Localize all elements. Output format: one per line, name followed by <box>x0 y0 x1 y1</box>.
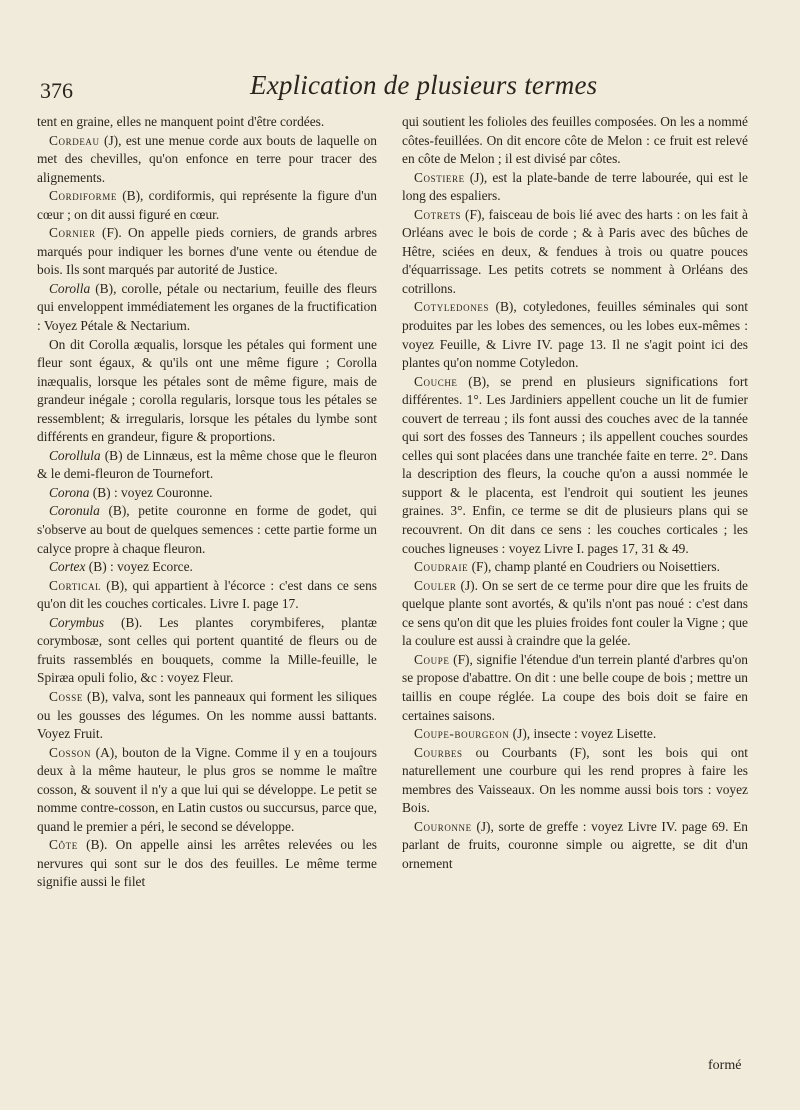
right-column <box>402 113 748 873</box>
entry-text: (F), signifie l'étendue d'un terrein planté d'arbres qu'on se propose d'abattre. On dit : une belle coupe de bois ; mettre un taillis en coupe réglée. La coupe des bois doit se faire en certaines saisons. <box>402 651 748 723</box>
entry-term: Couche <box>414 373 458 389</box>
catchword: formé <box>708 1058 742 1073</box>
entry-term: Côte <box>49 837 78 853</box>
entry-term: Cortical <box>49 577 102 593</box>
page-header <box>40 60 760 103</box>
entry-text: (J), est la plate-bande de terre labourée, qui est le long des espaliers. <box>402 169 748 204</box>
entry-text: (F), champ planté en Coudriers ou Noisettiers. <box>468 559 720 575</box>
glossary-entry <box>37 113 377 132</box>
glossary-entry <box>402 206 748 299</box>
glossary-entry <box>402 373 748 558</box>
entry-text: (J), insecte : voyez Lisette. <box>509 726 657 742</box>
glossary-entry <box>37 336 377 447</box>
entry-text: qui soutient les folioles des feuilles composées. On les a nommé côtes-feuillées. On dit encore côte de Melon : ce fruit est relevé en côte de Melon ; il est divisé par côtes. <box>402 114 748 167</box>
entry-text: (J), sorte de greffe : voyez Livre IV. page 69. En parlant de fruits, couronne simple ou aigrette, se dit d'un ornement <box>402 818 748 871</box>
page-number: 376 <box>40 78 73 103</box>
glossary-entry <box>402 113 748 169</box>
glossary-entry <box>37 744 377 837</box>
entry-text: (B) : voyez Couronne. <box>89 484 213 500</box>
entry-term: Couler <box>414 577 457 593</box>
entry-text: (J). On se sert de ce terme pour dire que les fruits de quelque plante sont avortés, & qu'ils n'ont pas noué : c'est dans ce sens qu'on dit que les pluies froides font couler la Vigne ; que la coulure est aussi à craindre que la gelée. <box>402 577 748 649</box>
glossary-entry <box>402 818 748 874</box>
glossary-entry <box>402 298 748 372</box>
entry-term: Cosson <box>49 744 92 760</box>
entry-text: (B), cordiformis, qui représente la figure d'un cœur ; on dit aussi figuré en cœur. <box>37 188 377 222</box>
entry-term: Coronula <box>49 503 100 519</box>
entry-term: Cotrets <box>414 206 462 222</box>
glossary-entry <box>402 558 748 577</box>
entry-term: Cornier <box>49 225 96 241</box>
glossary-entry <box>37 577 377 614</box>
entry-term: Cosse <box>49 688 83 704</box>
entry-text: (B), cotyledones, feuilles séminales qui sont produites par les lobes des semences, ou les lobes eux-mêmes : voyez Feuille, & Livre IV. page 13. Il ne s'agit point ici des plantes qu'on nomme Cotyledon. <box>402 299 748 371</box>
entry-term: Corolla <box>49 280 91 296</box>
glossary-entry <box>37 224 377 280</box>
glossary-entry <box>37 614 377 688</box>
entry-term: Couronne <box>414 818 472 834</box>
entry-text: (B), qui appartient à l'écorce : c'est dans ce sens qu'on dit les couches corticales. Livre I. page 17. <box>37 577 377 612</box>
glossary-entry <box>402 725 748 744</box>
entry-term: Corymbus <box>49 614 105 630</box>
entry-text: (A), bouton de la Vigne. Comme il y en a toujours deux à la même hauteur, le plus gros se nomme le maître cosson, & souvent il n'y a que lui qui se développe. Le petit se nomme contre-cosson, en Latin custos ou succursus, parce que, quand le premier a péri, le second se développe. <box>37 744 377 834</box>
entry-text: tent en graine, elles ne manquent point d'être cordées. <box>37 114 325 129</box>
entry-term: Corollula <box>49 447 101 463</box>
glossary-entry <box>37 502 377 558</box>
entry-text: (J), est une menue corde aux bouts de laquelle on met des chevilles, qu'on enfonce en terre pour tracer des alignements. <box>37 132 377 185</box>
entry-term: Corona <box>49 484 90 500</box>
glossary-entry <box>402 744 748 818</box>
entry-text: (B), corolle, pétale ou nectarium, feuille des fleurs qui enveloppent immédiatement les organes de la fructification : Voyez Pétale & Nectarium. <box>37 280 377 334</box>
entry-term: Cordiforme <box>49 188 117 204</box>
running-head: Explication de plusieurs termes <box>250 70 598 100</box>
glossary-entry <box>37 484 377 503</box>
entry-term: Coudraie <box>414 559 469 575</box>
glossary-entry <box>37 187 377 224</box>
entry-text: (B), petite couronne en forme de godet, qui s'observe au bout de quelques semences : cette partie forme un calyce propre à chaque fleuron. <box>37 503 377 556</box>
entry-text: (B), valva, sont les panneaux qui forment les siliques ou les gousses des légumes. On les nomme aussi battants. Voyez Fruit. <box>37 688 377 742</box>
entry-term: Coupe-bourgeon <box>414 726 510 742</box>
entry-text: (B). On appelle ainsi les arrêtes relevées ou les nervures qui sont sur le dos des feuilles. Le même terme signifie aussi le filet <box>37 837 377 890</box>
entry-term: Cordeau <box>49 132 100 148</box>
entry-term: Costiere <box>414 169 465 185</box>
left-column <box>37 113 377 892</box>
glossary-entry <box>37 558 377 577</box>
entry-text: (B) : voyez Ecorce. <box>85 559 193 575</box>
glossary-entry <box>37 688 377 744</box>
entry-term: Cortex <box>49 559 86 575</box>
glossary-entry <box>37 447 377 484</box>
glossary-entry <box>37 836 377 892</box>
glossary-entry <box>402 577 748 651</box>
entry-text: ou Courbants (F), sont les bois qui ont naturellement une courbure qui les rend propres à faire les membres des Vaisseaux. On les nomme aussi bois tors : voyez Bois. <box>402 744 748 816</box>
glossary-entry <box>402 651 748 725</box>
entry-term: Cotyledones <box>414 299 490 315</box>
glossary-entry <box>37 132 377 188</box>
glossary-entry <box>402 169 748 206</box>
entry-term: Coupe <box>414 651 450 667</box>
entry-text: (F). On appelle pieds corniers, de grands arbres marqués pour indiquer les bornes d'une vente ou étendue de bois. Ils sont marqués par autorité de Justice. <box>37 225 377 278</box>
entry-term: Courbes <box>414 744 463 760</box>
glossary-entry <box>37 280 377 336</box>
entry-text: (B), se prend en plusieurs significations fort différentes. 1°. Les Jardiniers appellent couche un lit de fumier couvert de terreau ; ils font aussi des couches avec de la tannée qui sort des fosses des Tanneurs ; ils appellent couches sourdes celles qui sont placées dans une tranchée faite en terre. 2°. Dans la description des fleurs, la couche qu'on a aussi nommée le support & le placenta, est l'endroit qui soutient les jeunes graines. 3°. Enfin, ce terme se dit de plusieurs plans qui se recouvrent. On dit dans ce sens : les couches corticales ; les couches ligneuses : voyez Livre I. pages 17, 31 & 49. <box>402 373 748 556</box>
entry-text: On dit Corolla æqualis, lorsque les pétales qui forment une fleur sont égaux, & qu'ils ont une même figure ; Corolla inæqualis, lorsque les pétales sont de même figure, mais de grandeur inégale ; corolla regularis, lorsque tous les pétales se ressemblent; & irregularis, lorsque les pétales du lymbe sont différents en grandeur, figure & proportions. <box>37 336 377 445</box>
entry-text: (B) de Linnæus, est la même chose que le fleuron & le demi-fleuron de Tournefort. <box>37 447 377 482</box>
entry-text: (F), faisceau de bois lié avec des harts : on les fait à Orléans avec le bois de corde ; & à Paris avec des bûches de Hêtre, sciées en deux, & fendues à trois ou quatre pouces d'équarrissage. Les petits cotrets se nomment à Orléans des cotrillons. <box>402 206 748 296</box>
entry-text: (B). Les plantes corymbiferes, plantæ corymbosæ, sont celles qui portent quantité de fleurs ou de fruits rassemblés en bouquets, comme la Mille-feuille, le Spiræa opuli folio, &c : voyez Fleur. <box>37 614 377 686</box>
